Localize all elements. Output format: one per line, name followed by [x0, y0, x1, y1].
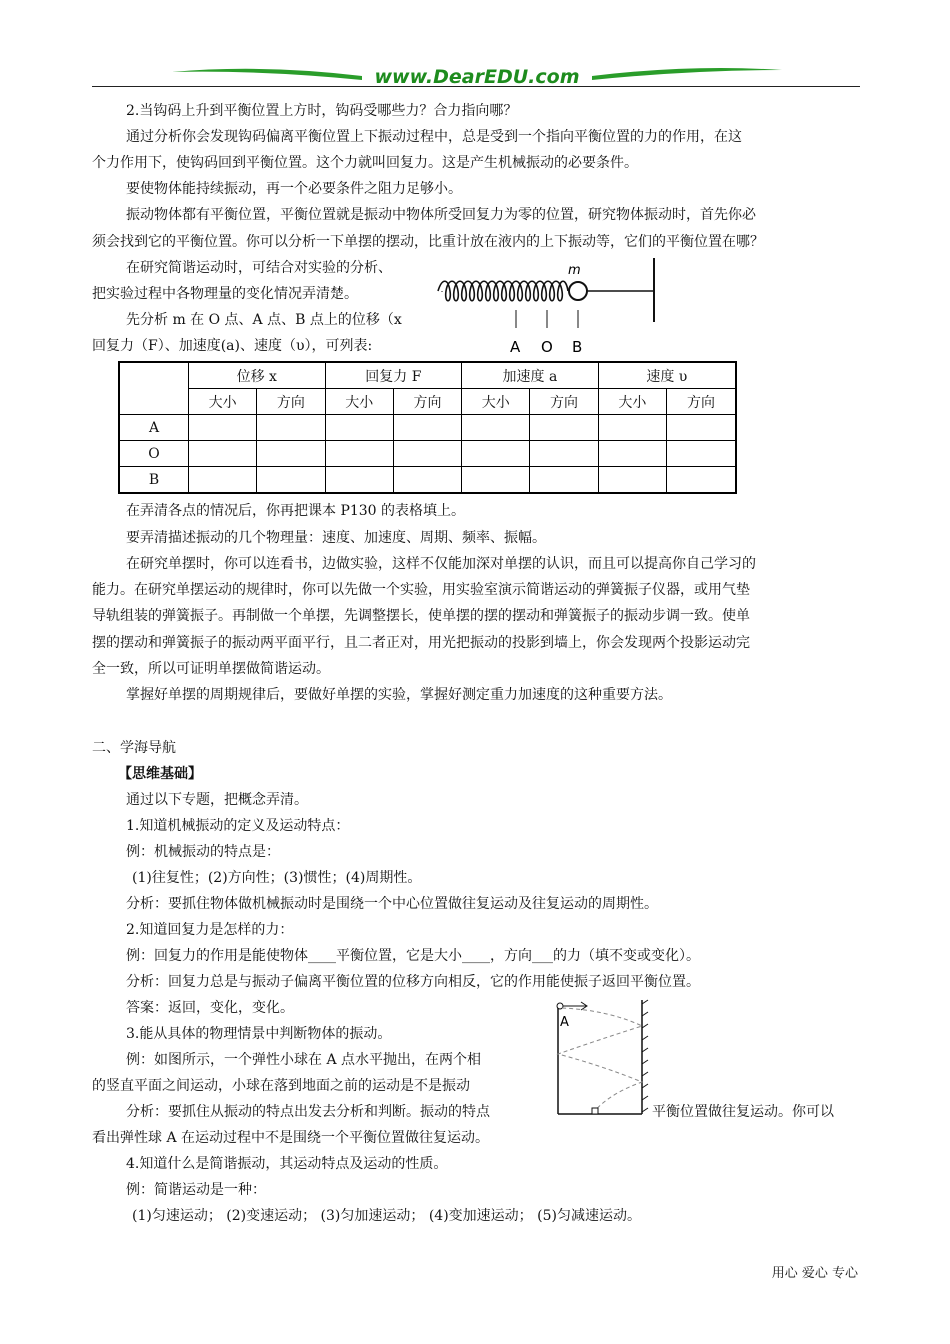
- paragraph: 摆的摆动和弹簧振子的振动两平面平行，且二者正对，用光把振动的投影到墙上，你会发现两个投影运动完: [92, 635, 750, 651]
- table-subheader: 大小: [598, 389, 666, 415]
- point-label-a: A: [510, 338, 521, 356]
- paragraph: 全一致，所以可证明单摆做简谐运动。: [92, 661, 330, 677]
- paragraph: 须会找到它的平衡位置。你可以分析一下单摆的摆动，比重计放在液内的上下振动等，它们的平衡位置在哪？: [92, 234, 764, 250]
- paragraph: 分析：回复力总是与振动子偏离平衡位置的位移方向相反，它的作用能使振子返回平衡位置。: [126, 974, 700, 990]
- table-subheader: 大小: [462, 389, 530, 415]
- table-corner-cell: [119, 362, 189, 415]
- subsection-heading: 【思维基础】: [118, 766, 202, 782]
- paragraph: 先分析 m 在 O 点、A 点、B 点上的位移（x: [126, 312, 402, 328]
- table-subheader: 方向: [530, 389, 598, 415]
- paragraph: 回复力（F）、加速度(a)、速度（υ），可列表:: [92, 338, 373, 354]
- mass-ball-icon: [569, 282, 587, 300]
- paragraph: 例：机械振动的特点是：: [126, 844, 280, 860]
- paragraph: 分析：要抓住物体做机械振动时是围绕一个中心位置做往复运动及往复运动的周期性。: [126, 896, 658, 912]
- figure-point-label: A: [560, 1015, 569, 1030]
- table-group-header: 速度 υ: [598, 362, 736, 389]
- page-footer: 用心 爱心 专心: [771, 1266, 858, 1281]
- paragraph: 要弄清描述振动的几个物理量：速度、加速度、周期、频率、振幅。: [126, 530, 546, 546]
- paragraph: (1)往复性；(2)方向性；(3)惯性；(4)周期性。: [132, 870, 422, 886]
- table-subheader: 大小: [189, 389, 257, 415]
- table-subheader-row: [119, 389, 736, 415]
- paragraph: 要使物体能持续振动，再一个必要条件之阻力足够小。: [126, 181, 462, 197]
- paragraph: 能力。在研究单摆运动的规律时，你可以先做一个实验，用实验室演示简谐运动的弹簧振子仪器，或用气垫: [92, 582, 750, 598]
- paragraph: 3.能从具体的物理情景中判断物体的振动。: [126, 1026, 392, 1042]
- table-row-label: O: [119, 441, 189, 467]
- header-divider: [92, 86, 860, 87]
- paragraph: 在弄清各点的情况后，你再把课本 P130 的表格填上。: [126, 503, 466, 519]
- paragraph: 在研究单摆时，你可以连看书，边做实验，这样不仅能加深对单摆的认识，而且可以提高你自己学习的: [126, 556, 756, 572]
- table-row-label: B: [119, 467, 189, 494]
- paragraph: 的竖直平面之间运动，小球在落到地面之前的运动是不是振动: [92, 1078, 470, 1094]
- paragraph: 1.知道机械振动的定义及运动特点：: [126, 818, 350, 834]
- paragraph: 在研究简谐运动时，可结合对实验的分析、: [126, 260, 392, 276]
- bouncing-ball-figure: [548, 998, 658, 1116]
- spring-oscillator-figure: [432, 256, 662, 356]
- paragraph: 平衡位置做往复运动。你可以: [652, 1104, 834, 1120]
- table-group-header: 回复力 F: [325, 362, 462, 389]
- site-logo: [172, 62, 782, 92]
- mass-label: m: [568, 263, 581, 278]
- spring-coil-icon: [438, 281, 568, 301]
- paragraph: (1)匀速运动； (2)变速运动； (3)匀加速运动； (4)变加速运动； (5)匀减速运动。: [132, 1208, 641, 1224]
- table-subheader: 方向: [393, 389, 461, 415]
- section-heading: 二、学海导航: [92, 740, 176, 756]
- paragraph: 2.当钩码上升到平衡位置上方时，钩码受哪些力？合力指向哪？: [126, 103, 518, 119]
- paragraph: 分析：要抓住从振动的特点出发去分析和判断。振动的特点: [126, 1104, 490, 1120]
- paragraph: 导轨组装的弹簧振子。再制做一个单摆，先调整摆长，使单摆的摆的摆动和弹簧振子的振动步调一致。使单: [92, 608, 750, 624]
- table-row: [119, 415, 736, 441]
- table-row: [119, 441, 736, 467]
- paragraph: 4.知道什么是简谐振动，其运动特点及运动的性质。: [126, 1156, 448, 1172]
- table-row: [119, 467, 736, 494]
- table-subheader: 方向: [257, 389, 325, 415]
- table-row-label: A: [119, 415, 189, 441]
- paragraph: 2.知道回复力是怎样的力：: [126, 922, 294, 938]
- paragraph: 通过分析你会发现钩码偏离平衡位置上下振动过程中，总是受到一个指向平衡位置的力的作用，在这: [126, 129, 742, 145]
- table-subheader: 方向: [666, 389, 736, 415]
- physics-quantity-table: [118, 361, 737, 494]
- logo-text: www.DearEDU.com: [374, 66, 580, 88]
- table-subheader: 大小: [325, 389, 393, 415]
- paragraph: 通过以下专题，把概念弄清。: [126, 792, 308, 808]
- paragraph: 例：简谐运动是一种：: [126, 1182, 266, 1198]
- paragraph: 答案：返回，变化，变化。: [126, 1000, 294, 1016]
- table-header-row: [119, 362, 736, 389]
- paragraph: 振动物体都有平衡位置，平衡位置就是振动中物体所受回复力为零的位置，研究物体振动时，首先你必: [126, 207, 756, 223]
- paragraph: 个力作用下，使钩码回到平衡位置。这个力就叫回复力。这是产生机械振动的必要条件。: [92, 155, 638, 171]
- paragraph: 例：回复力的作用是能使物体____平衡位置，它是大小____，方向___的力（填不变或变化）。: [126, 948, 700, 964]
- paragraph: 把实验过程中各物理量的变化情况弄清楚。: [92, 286, 358, 302]
- point-label-b: B: [572, 338, 583, 356]
- paragraph: 掌握好单摆的周期规律后，要做好单摆的实验，掌握好测定重力加速度的这种重要方法。: [126, 687, 672, 703]
- point-label-o: O: [541, 338, 553, 356]
- table-group-header: 加速度 a: [462, 362, 599, 389]
- paragraph: 看出弹性球 A 在运动过程中不是围绕一个平衡位置做往复运动。: [92, 1130, 490, 1146]
- paragraph: 例：如图所示，一个弹性小球在 A 点水平抛出，在两个相: [126, 1052, 482, 1068]
- table-group-header: 位移 x: [189, 362, 326, 389]
